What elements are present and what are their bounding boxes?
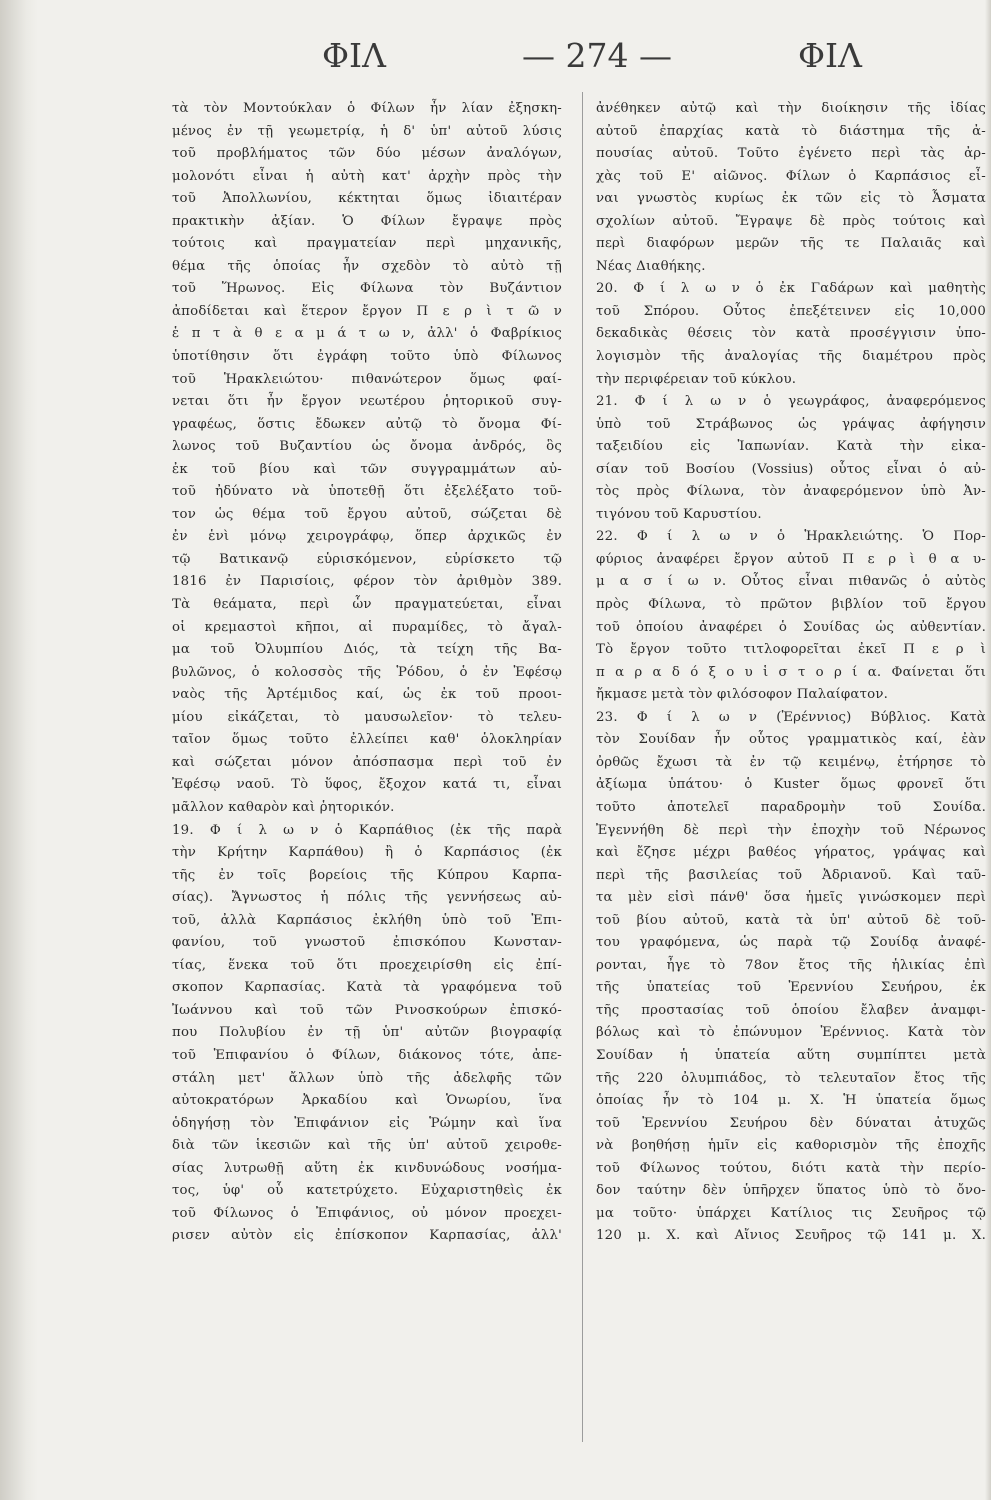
text-line: Τὰ θεάματα, περὶ ὧν πραγματεύεται, εἶναι — [172, 597, 562, 613]
left-text-column — [172, 98, 562, 1248]
text-line: τῷ Βατικανῷ εὑρισκόμενον, εὑρίσκετο τῷ — [172, 551, 562, 567]
text-line: ταξειδίου εἰς Ἰαπωνίαν. Κατὰ τὴν εἰκα- — [596, 439, 986, 455]
text-line: τοῦ Ἐπιφανίου ὁ Φίλων, διάκονος τότε, ἀπε- — [172, 1047, 562, 1063]
text-line: τοῦ, ἀλλὰ Καρπάσιος ἐκλήθη ὑπὸ τοῦ Ἐπι- — [172, 912, 562, 928]
text-line: βυλῶνος, ὁ κολοσσὸς τῆς Ῥόδου, ὁ ἐν Ἐφέσῳ — [172, 664, 562, 680]
text-line: τος, ὑφ' οὗ κατετρύχετο. Εὐχαριστηθεὶς ἐκ — [172, 1183, 562, 1199]
text-line: τίας, ἕνεκα τοῦ ὅτι προεχειρίσθη εἰς ἐπί- — [172, 957, 562, 973]
text-line: διὰ τῶν ἱκεσιῶν καὶ τῆς ὑπ' αὐτοῦ χειροθε- — [172, 1138, 562, 1154]
column-divider — [582, 92, 583, 1442]
text-line: ὁδηγήσῃ τὸν Ἐπιφάνιον εἰς Ῥώμην καὶ ἵνα — [172, 1115, 562, 1131]
text-line: τιγόνου τοῦ Καρυστίου. — [596, 506, 762, 522]
text-line: τοῦ βίου αὐτοῦ, κατὰ τὰ ὑπ' αὐτοῦ δὲ τοῦ- — [596, 912, 986, 928]
text-line: νὰ βοηθήσῃ ἡμῖν εἰς καθορισμὸν τῆς ἐποχῆς — [596, 1138, 986, 1154]
text-line: ναι γνωστὸς κυρίως ἐκ τῶν εἰς τὸ Ἆσματα — [596, 191, 986, 207]
text-line: μίου εἰκάζεται, τὸ μαυσωλεῖον· τὸ τελευ- — [172, 709, 562, 725]
text-line: βόλως καὶ τὸ ἐπώνυμον Ἐρέννιος. Κατὰ τὸν — [596, 1025, 986, 1041]
text-line: πουσίας αὐτοῦ. Τοῦτο ἐγένετο περὶ τὰς ἀρ- — [596, 146, 986, 162]
text-line: τοῦτο ἀποτελεῖ παραδρομὴν τοῦ Σουίδα. — [596, 799, 986, 815]
text-line: θέμα τῆς ὁποίας ἦν σχεδὸν τὸ αὐτὸ τῇ — [172, 258, 562, 274]
text-line: περὶ διαφόρων μερῶν τῆς τε Παλαιᾶς καὶ — [596, 236, 986, 252]
text-line: Τὸ ἔργον τοῦτο τιτλοφορεῖται ἐκεῖ Π ε ρ ὶ — [596, 642, 986, 658]
text-line: αὐτοκρατόρων Ἀρκαδίου καὶ Ὁνωρίου, ἵνα — [172, 1093, 562, 1109]
text-line: ὁποίας ἦν τὸ 104 μ. Χ. Ἡ ὑπατεία ὅμως — [596, 1093, 986, 1109]
text-line: τοῦ προβλήματος τῶν δύο μέσων ἀναλόγων, — [172, 146, 562, 162]
text-line: τὴν Κρήτην Καρπάθου) ἢ ὁ Καρπάσιος (ἐκ — [172, 845, 562, 861]
text-line: ταῖον ὅμως τοῦτο ἐλλείπει καθ' ὁλοκληρίαν — [172, 732, 562, 748]
text-line: μα τοῦτο· ὑπάρχει Κατίλιος τις Σευῆρος τῷ — [596, 1205, 986, 1221]
text-line: ἐν ἑνὶ μόνῳ χειρογράφῳ, ὅπερ ἀρχικῶς ἐν — [172, 529, 562, 545]
text-line: 21. Φ ί λ ω ν ὁ γεωγράφος, ἀναφερόμενος — [596, 394, 986, 410]
text-line: τα μὲν εἰσὶ πάνθ' ὅσα ἡμεῖς γινώσκομεν περὶ — [596, 890, 986, 906]
text-line: ναὸς τῆς Ἀρτέμιδος καί, ὡς ἐκ τοῦ προοι- — [172, 687, 562, 703]
text-line: μολονότι εἶναι ἡ αὐτὴ κατ' ἀρχὴν πρὸς τὴν — [172, 168, 562, 184]
text-line: λογισμὸν τῆς ἀναλογίας τῆς διαμέτρου πρὸς — [596, 349, 986, 365]
text-line: μένος ἐν τῇ γεωμετρίᾳ, ἡ δ' ὑπ' αὐτοῦ λύσις — [172, 123, 562, 139]
text-line: δον ταύτην δὲν ὑπῆρχεν ὕπατος ὑπὸ τὸ ὄνο- — [596, 1183, 986, 1199]
text-line: 1816 ἐν Παρισίοις, φέρον τὸν ἀριθμὸν 389. — [172, 574, 562, 590]
text-line: γραφέως, ὅστις ἔδωκεν αὐτῷ τὸ ὄνομα Φί- — [172, 416, 562, 432]
text-line: περὶ τῆς βασιλείας τοῦ Ἀδριανοῦ. Καὶ ταῦ- — [596, 867, 986, 883]
text-line: ρισεν αὐτὸν εἰς ἐπίσκοπον Καρπασίας, ἀλλ' — [172, 1228, 562, 1244]
text-line: τὰ τὸν Μοντούκλαν ὁ Φίλων ἦν λίαν ἐξησκη- — [172, 101, 562, 116]
text-line: σίας λυτρωθῇ αὕτη ἐκ κινδυνώδους νοσήμα- — [172, 1160, 562, 1176]
text-line: τοῦ Ἀπολλωνίου, κέκτηται ὅμως ἰδιαιτέραν — [172, 191, 562, 207]
text-line: φανίου, τοῦ γνωστοῦ ἐπισκόπου Κωνσταν- — [172, 935, 562, 951]
text-line: ἤκμασε μετὰ τὸν φιλόσοφον Παλαίφατον. — [596, 687, 889, 703]
text-line: ἀνέθηκεν αὐτῷ καὶ τὴν διοίκησιν τῆς ἰδίας — [596, 101, 986, 116]
text-line: τῆς ἐν τοῖς βορείοις τῆς Κύπρου Καρπα- — [172, 867, 562, 883]
text-line: πρακτικὴν ἀξίαν. Ὁ Φίλων ἔγραψε πρὸς — [172, 213, 562, 229]
page-number: — 274 — — [522, 36, 672, 75]
text-line: τοῦ Φίλωνος ὁ Ἐπιφάνιος, οὐ μόνον προεχει- — [172, 1205, 562, 1221]
text-line: καὶ ἔζησε μέχρι βαθέος γήρατος, γράψας καὶ — [596, 845, 986, 861]
text-line: 23. Φ ί λ ω ν (Ἐρέννιος) Βύβλιος. Κατὰ — [596, 709, 986, 725]
text-line: μα τοῦ Ὀλυμπίου Διός, τὰ τείχη τῆς Βα- — [172, 642, 562, 658]
running-head-left: ΦΙΛ — [322, 36, 386, 75]
text-line: 22. Φ ί λ ω ν ὁ Ἡρακλειώτης. Ὁ Πορ- — [596, 529, 986, 545]
text-line: τοῦ Ἥρωνος. Εἰς Φίλωνα τὸν Βυζάντιον — [172, 281, 562, 297]
text-line: ρονται, ἦγε τὸ 78ον ἔτος τῆς ἡλικίας ἐπὶ — [596, 957, 986, 973]
text-line: τῆς 220 ὀλυμπιάδος, τὸ τελευταῖον ἔτος τῆς — [596, 1070, 986, 1086]
text-line: ἀποδίδεται καὶ ἕτερον ἔργον Π ε ρ ὶ τ ῶ ν — [172, 303, 562, 319]
text-line: τὸς πρὸς Φίλωνα, τὸν ἀναφερόμενον ὑπὸ Ἀν- — [596, 484, 986, 500]
text-line: φύριος ἀναφέρει ἔργον αὐτοῦ Π ε ρ ὶ θ α υ- — [596, 551, 986, 567]
text-line: τῆς προστασίας τοῦ ὁποίου ἔλαβεν ἀναμφι- — [596, 1002, 986, 1018]
text-line: Ἰωάννου καὶ τοῦ τῶν Ρινοσκούρων ἐπισκό- — [172, 1002, 562, 1018]
text-line: ὀρθῶς ἔχωσι τὰ ἐν τῷ κειμένῳ, ἐτήρησε τὸ — [596, 754, 986, 770]
text-line: 20. Φ ί λ ω ν ὁ ἐκ Γαδάρων καὶ μαθητὴς — [596, 281, 986, 297]
running-head-right: ΦΙΛ — [798, 36, 862, 75]
text-line: Ἐγεννήθη δὲ περὶ τὴν ἐποχὴν τοῦ Νέρωνος — [596, 822, 986, 838]
text-line: πρὸς Φίλωνα, τὸ πρῶτον βιβλίον τοῦ ἔργου — [596, 597, 986, 613]
text-line: τὸν Σουίδαν ἦν οὗτος γραμματικὸς καί, ἐὰν — [596, 732, 986, 748]
text-line: στάλη μετ' ἄλλων ὑπὸ τῆς ἀδελφῆς τῶν — [172, 1070, 562, 1086]
text-line: ὑποτίθησιν ὅτι ἐγράφη τοῦτο ὑπὸ Φίλωνος — [172, 349, 562, 365]
right-text-column — [596, 98, 986, 1248]
text-line: τον ὡς θέμα τοῦ ἔργου αὐτοῦ, σώζεται δὲ — [172, 506, 562, 522]
text-line: σίας). Ἄγνωστος ἡ πόλις τῆς γεννήσεως αὐ- — [172, 890, 562, 906]
text-line: τούτοις καὶ πραγματείαν περὶ μηχανικῆς, — [172, 236, 562, 252]
text-line: 120 μ. Χ. καὶ Αἴνιος Σευῆρος τῷ 141 μ. Χ. — [596, 1228, 986, 1244]
text-line: τοῦ Φίλωνος τούτου, διότι κατὰ τὴν περίο- — [596, 1160, 986, 1176]
text-line: 19. Φ ί λ ω ν ὁ Καρπάθιος (ἐκ τῆς παρὰ — [172, 822, 562, 838]
text-line: τοῦ ἠδύνατο νὰ ὑποτεθῇ ὅτι ἐξελέξατο τοῦ- — [172, 484, 562, 500]
text-line: χὰς τοῦ Ε' αἰῶνος. Φίλων ὁ Καρπάσιος εἶ- — [596, 168, 986, 184]
text-line: τοῦ Ἐρεννίου Σευήρου δὲν δύναται ἀτυχῶς — [596, 1115, 986, 1131]
text-line: μ α σ ί ω ν. Οὗτος εἶναι πιθανῶς ὁ αὐτὸς — [596, 574, 986, 590]
text-line: π α ρ α δ ό ξ ο υ ἱ σ τ ο ρ ί α. Φαίνεται ὅτι — [596, 664, 986, 680]
text-line: ἀξίωμα ὑπάτου· ὁ Kuster ὅμως φρονεῖ ὅτι — [596, 777, 986, 793]
text-line: οἱ κρεμαστοὶ κῆποι, αἱ πυραμίδες, τὸ ἄγαλ- — [172, 619, 562, 635]
text-line: αὐτοῦ ἐπαρχίας κατὰ τὸ διάστημα τῆς ἀ- — [596, 123, 986, 139]
text-line: ὑπὸ τοῦ Στράβωνος ὡς γράψας ἀφήγησιν — [596, 416, 986, 432]
text-line: καὶ σώζεται μόνον ἀπόσπασμα περὶ τοῦ ἐν — [172, 754, 562, 770]
text-line: σκοπον Καρπασίας. Κατὰ τὰ γραφόμενα τοῦ — [172, 980, 562, 996]
page-binding-shadow — [0, 0, 38, 1500]
text-line: λωνος τοῦ Βυζαντίου ὡς ὄνομα ἀνδρός, ὃς — [172, 439, 562, 455]
page-header — [160, 36, 950, 86]
text-line: σχολίων αὐτοῦ. Ἔγραψε δὲ πρὸς τούτοις καὶ — [596, 213, 986, 229]
text-line: τοῦ Σπόρου. Οὗτος ἐπεξέτεινεν εἰς 10,000 — [596, 303, 986, 319]
text-line: μᾶλλον καθαρὸν καὶ ῥητορικόν. — [172, 799, 395, 815]
text-line: του γραφόμενα, ὡς παρὰ τῷ Σουίδᾳ ἀναφέ- — [596, 935, 986, 951]
text-line: νεται ὅτι ἦν ἔργον νεωτέρου ῥητορικοῦ συγ- — [172, 394, 562, 410]
text-line: ἐκ τοῦ βίου καὶ τῶν συγγραμμάτων αὐ- — [172, 461, 562, 477]
text-line: τῆς ὑπατείας τοῦ Ἐρεννίου Σευήρου, ἐκ — [596, 980, 986, 996]
text-line: σίαν τοῦ Βοσίου (Vossius) οὗτος εἶναι ὁ αὐ- — [596, 461, 986, 477]
text-line: δεκαδικὰς θέσεις τὸν κατὰ προσέγγισιν ὑπο- — [596, 326, 986, 342]
text-line: Νέας Διαθήκης. — [596, 258, 706, 274]
text-line: Σουίδαν ἡ ὑπατεία αὕτη συμπίπτει μετὰ — [596, 1047, 986, 1063]
text-line: τοῦ ὁποίου ἀναφέρει ὁ Σουίδας ὡς αὐθεντίαν. — [596, 619, 986, 635]
text-line: που Πολυβίου ἐν τῇ ὑπ' αὐτῶν βιογραφίᾳ — [172, 1025, 562, 1041]
text-line: τοῦ Ἡρακλειώτου· πιθανώτερον ὅμως φαί- — [172, 371, 562, 387]
text-line: Ἐφέσῳ ναοῦ. Τὸ ὕφος, ἔξοχον κατά τι, εἶναι — [172, 777, 562, 793]
text-line: ἑ π τ ὰ θ ε α μ ά τ ω ν, ἀλλ' ὁ Φαβρίκιος — [172, 326, 562, 342]
text-line: τὴν περιφέρειαν τοῦ κύκλου. — [596, 371, 797, 387]
